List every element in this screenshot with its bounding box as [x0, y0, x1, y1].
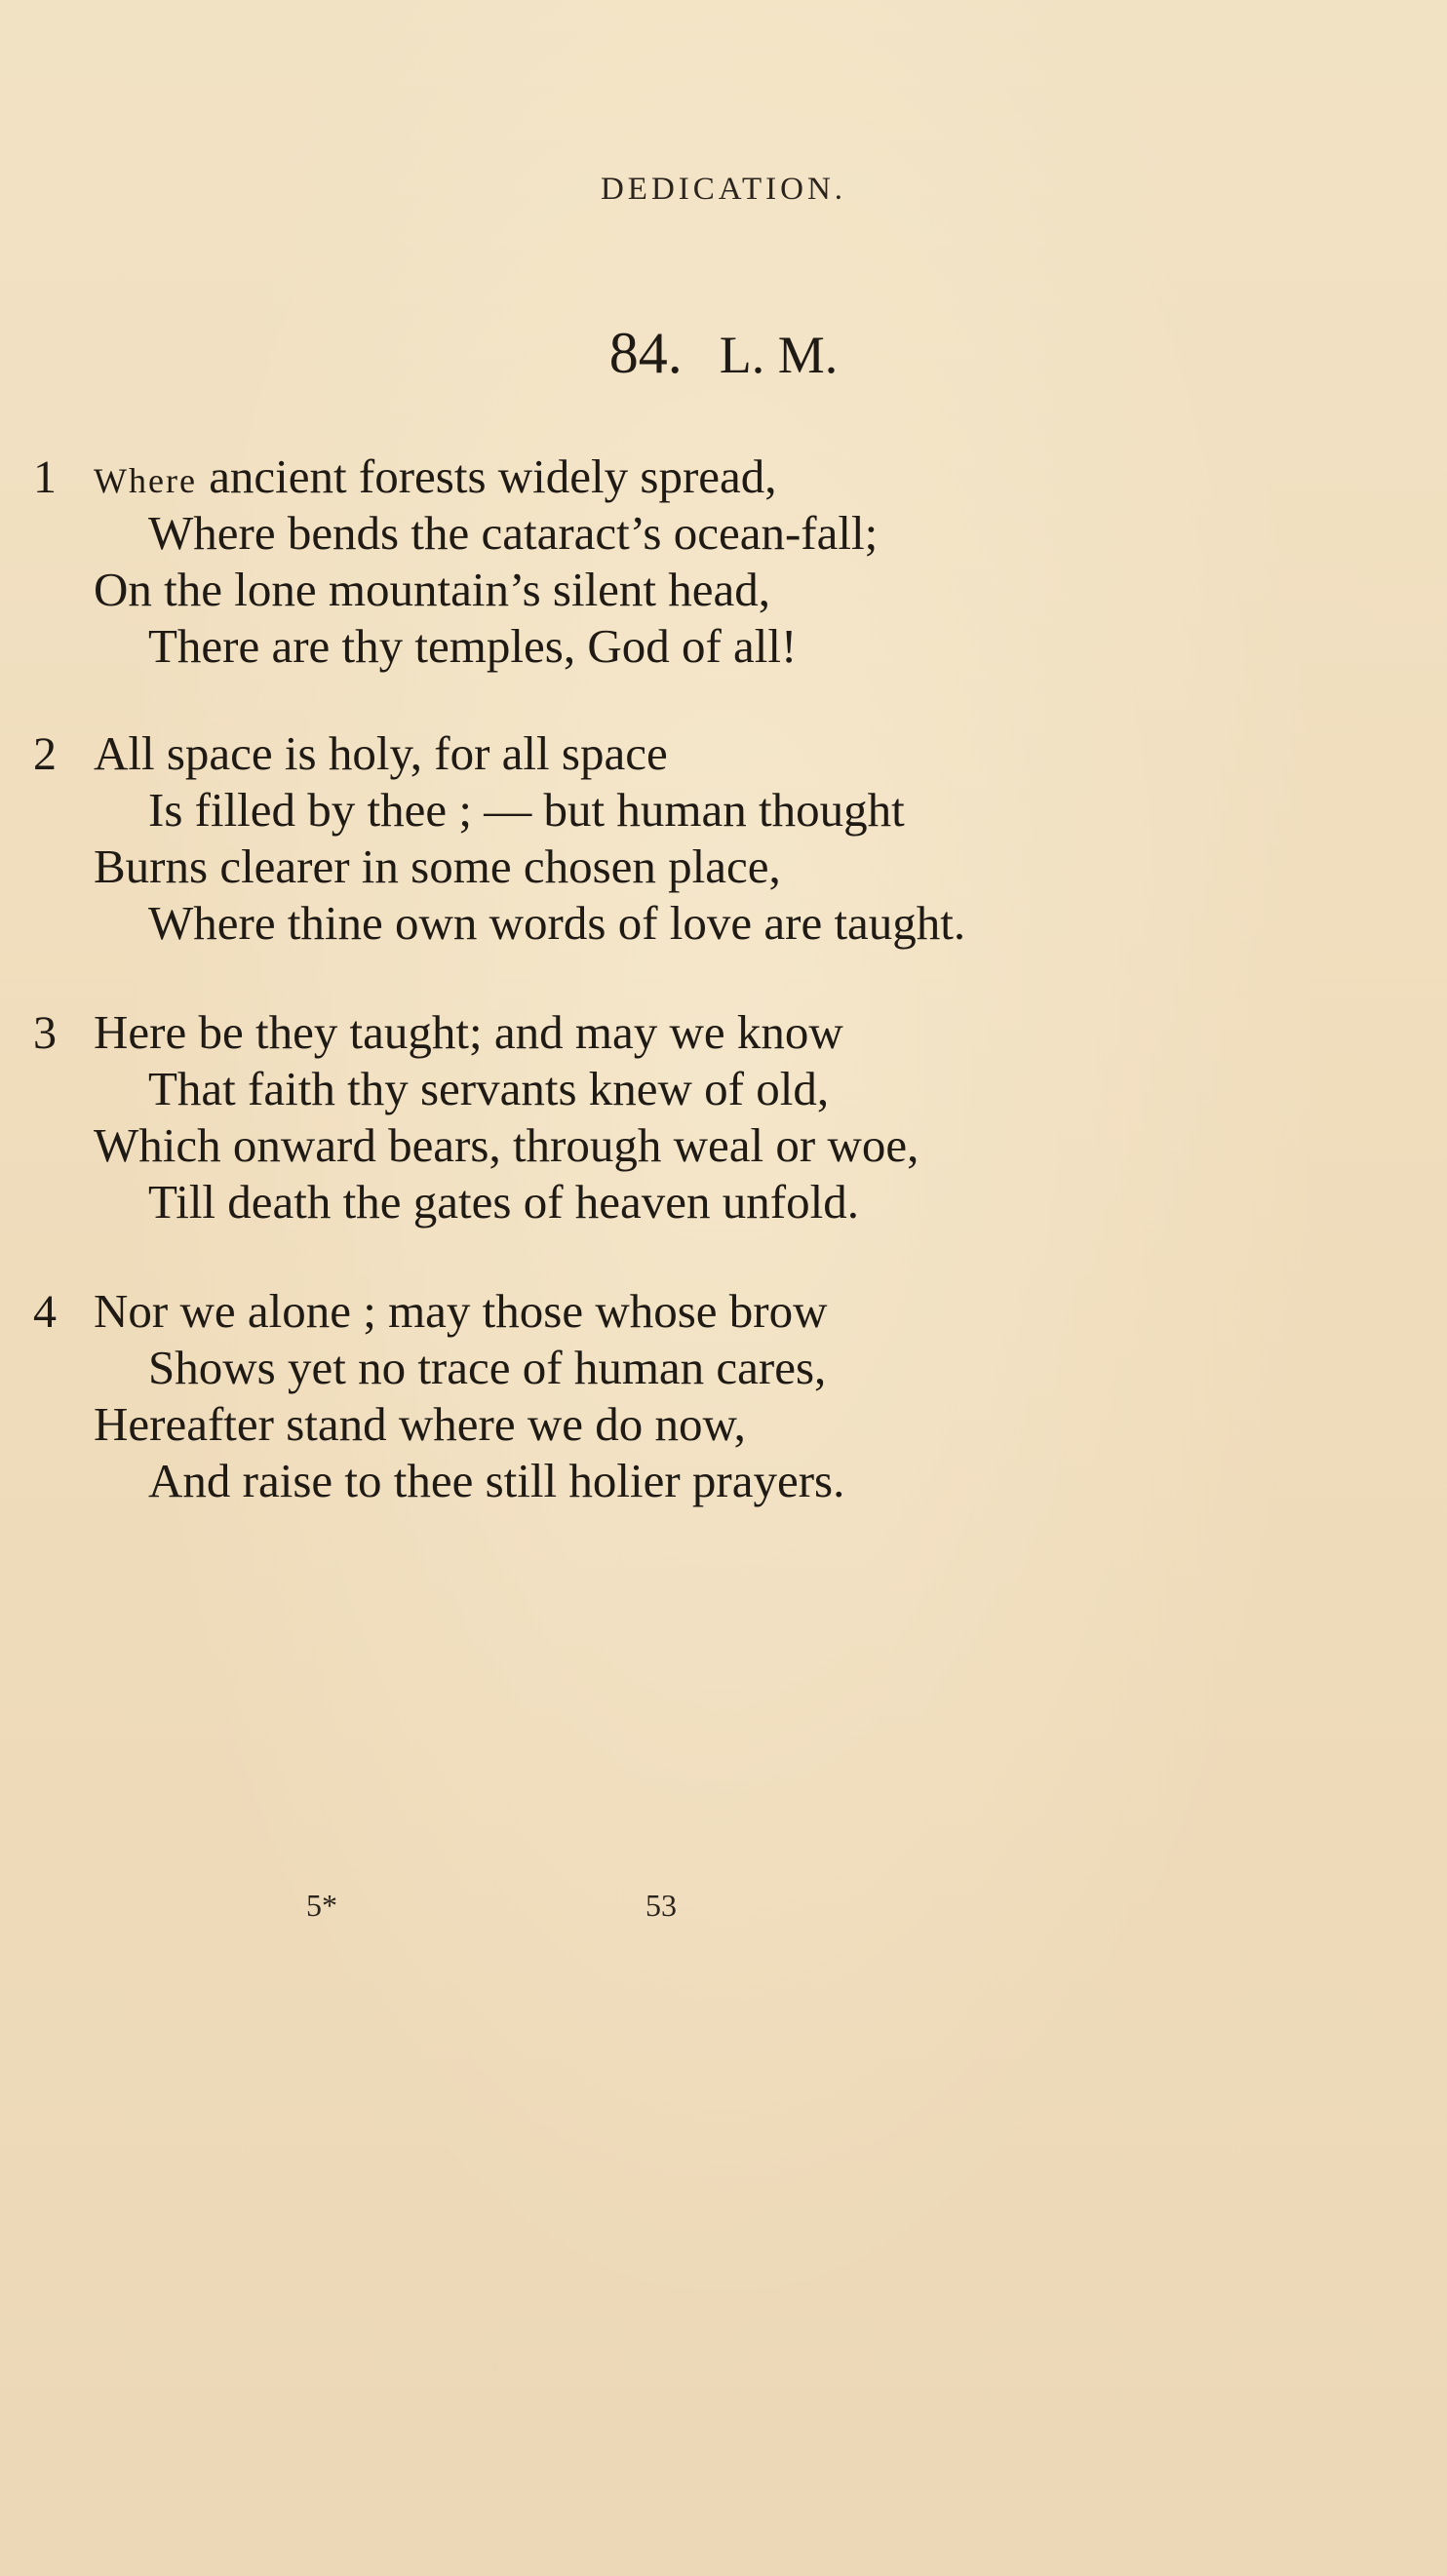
hymn-heading	[0, 320, 1447, 387]
verse-line: Is filled by thee ; — but human thought	[148, 783, 905, 837]
stanza-number: 4	[33, 1286, 57, 1338]
verse-line: Shows yet no trace of human cares,	[148, 1341, 827, 1394]
verse-smallcaps-word: Where	[94, 461, 197, 500]
verse-line	[94, 449, 777, 504]
running-head: DEDICATION.	[600, 172, 847, 207]
hymn-number: 84.	[608, 321, 683, 385]
verse-line: There are thy temples, God of all!	[148, 619, 798, 673]
verse-line: Burns clearer in some chosen place,	[94, 839, 781, 893]
hymn-meter: L. M.	[719, 326, 839, 384]
verse-line: And raise to thee still holier prayers.	[148, 1454, 845, 1507]
stanza-number: 2	[33, 728, 57, 780]
verse-line: Which onward bears, through weal or woe,	[94, 1118, 919, 1172]
verse-line: Here be they taught; and may we know	[94, 1005, 843, 1059]
verse-line: On the lone mountain’s silent head,	[94, 563, 771, 616]
signature-mark: 5*	[306, 1888, 337, 1923]
verse-line-text: ancient forests widely spread,	[196, 449, 777, 503]
verse-line: Nor we alone ; may those whose brow	[94, 1284, 828, 1338]
verse-line: Till death the gates of heaven unfold.	[148, 1175, 859, 1229]
verse-line: That faith thy servants knew of old,	[148, 1062, 830, 1115]
stanza-number: 3	[33, 1007, 57, 1059]
verse-line: All space is holy, for all space	[94, 726, 668, 780]
verse-line: Hereafter stand where we do now,	[94, 1397, 746, 1451]
page-number: 53	[645, 1888, 677, 1923]
verse-line: Where bends the cataract’s ocean-fall;	[148, 506, 879, 560]
stanza-number: 1	[33, 451, 57, 503]
verse-line: Where thine own words of love are taught.	[148, 896, 966, 950]
